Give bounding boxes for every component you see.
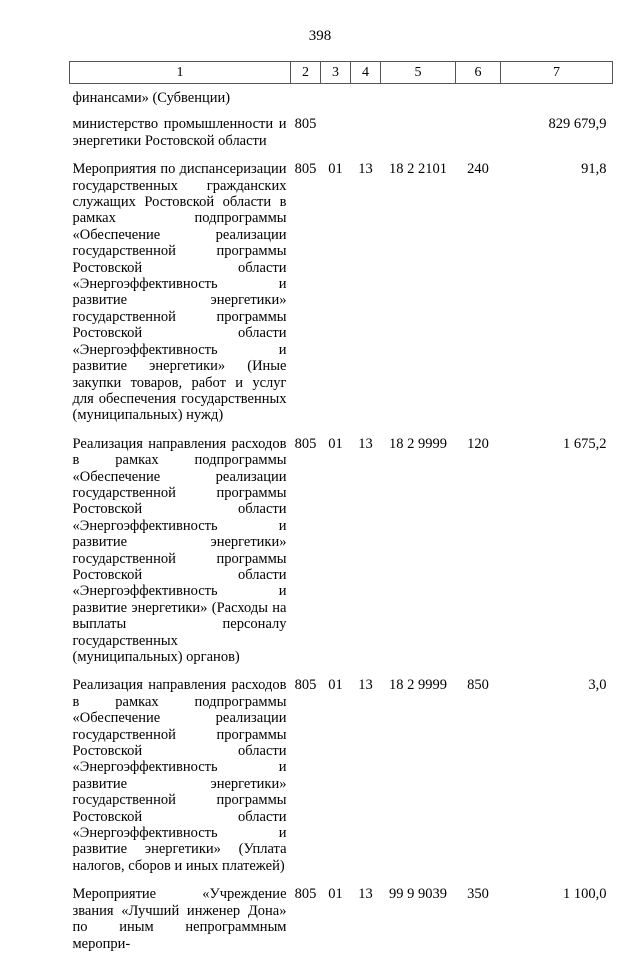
table-row — [70, 84, 613, 117]
row-target-article — [381, 84, 456, 117]
row-target-article: 99 9 9039 — [389, 886, 447, 903]
row-expense-type: 240 — [467, 161, 489, 178]
row-name: министерство промышленности и энергетики Ростовской области — [72, 116, 287, 149]
row-expense-type — [456, 116, 501, 161]
row-subsection: 13 — [358, 161, 373, 178]
row-name: Реализация направления расходов в рамках подпрограммы «Обеспечение реализации государственной программы Ростовской области «Энергоэффективность и развитие энергетики» государственной программы Ростовской области «Энергоэффективность и развитие энергетики» (Уплата налогов, сборов и иных платежей) — [72, 677, 287, 874]
row-section — [321, 116, 351, 161]
column-header: 2 — [291, 62, 321, 84]
row-gov-code: 805 — [294, 161, 317, 178]
row-subsection — [351, 84, 381, 117]
column-header: 6 — [456, 62, 501, 84]
row-name: финансами» (Субвенции) — [72, 90, 231, 106]
column-header-row — [70, 62, 613, 84]
row-section: 01 — [328, 161, 343, 178]
row-name: Мероприятия по диспансеризации государственных гражданских служащих Ростовской области в рамках подпрограммы «Обеспечение реализации государственной программы Ростовской области «Энергоэффективность и развитие энергетики» государственной программы Ростовской области «Энергоэффективность и развитие энергетики» (Иные закупки товаров, работ и услуг для обеспечения государственных (муниципальных) нужд) — [72, 161, 287, 424]
column-header: 1 — [70, 62, 291, 84]
column-header: 3 — [321, 62, 351, 84]
table-row — [70, 886, 613, 964]
row-expense-type — [456, 84, 501, 117]
column-header: 4 — [351, 62, 381, 84]
row-amount: 1 100,0 — [563, 886, 607, 903]
row-subsection: 13 — [358, 886, 373, 903]
row-expense-type: 120 — [467, 435, 489, 452]
page-number: 398 — [308, 28, 332, 44]
row-subsection: 13 — [358, 435, 373, 452]
table-row — [70, 436, 613, 678]
table-row — [70, 116, 613, 161]
column-header: 7 — [501, 62, 613, 84]
column-header: 5 — [381, 62, 456, 84]
row-amount: 3,0 — [588, 677, 607, 694]
row-expense-type: 350 — [467, 886, 489, 903]
row-name: Реализация направления расходов в рамках подпрограммы «Обеспечение реализации государственной программы Ростовской области «Энергоэффективность и развитие энергетики» государственной программы Ростовской области «Энергоэффективность и развитие энергетики» (Расходы на выплаты персоналу государственных (муниципальных) органов) — [72, 435, 287, 665]
row-subsection: 13 — [358, 677, 373, 694]
row-subsection — [351, 116, 381, 161]
row-name: Мероприятие «Учреждение звания «Лучший инженер Дона» по иным непрограммным меропри- — [72, 886, 287, 952]
row-gov-code: 805 — [294, 677, 317, 694]
row-gov-code — [291, 84, 321, 117]
row-gov-code: 805 — [294, 116, 317, 133]
row-amount: 829 679,9 — [548, 116, 607, 133]
row-target-article — [381, 116, 456, 161]
row-section: 01 — [328, 677, 343, 694]
row-target-article: 18 2 2101 — [389, 161, 447, 178]
row-amount: 91,8 — [581, 161, 607, 178]
row-expense-type: 850 — [467, 677, 489, 694]
row-section: 01 — [328, 435, 343, 452]
budget-table — [69, 61, 613, 964]
row-target-article: 18 2 9999 — [389, 677, 447, 694]
row-amount: 1 675,2 — [563, 435, 607, 452]
row-amount — [501, 84, 613, 117]
row-gov-code: 805 — [294, 886, 317, 903]
row-target-article: 18 2 9999 — [389, 435, 447, 452]
row-section: 01 — [328, 886, 343, 903]
row-section — [321, 84, 351, 117]
table-row — [70, 161, 613, 436]
table-row — [70, 677, 613, 886]
row-gov-code: 805 — [294, 435, 317, 452]
